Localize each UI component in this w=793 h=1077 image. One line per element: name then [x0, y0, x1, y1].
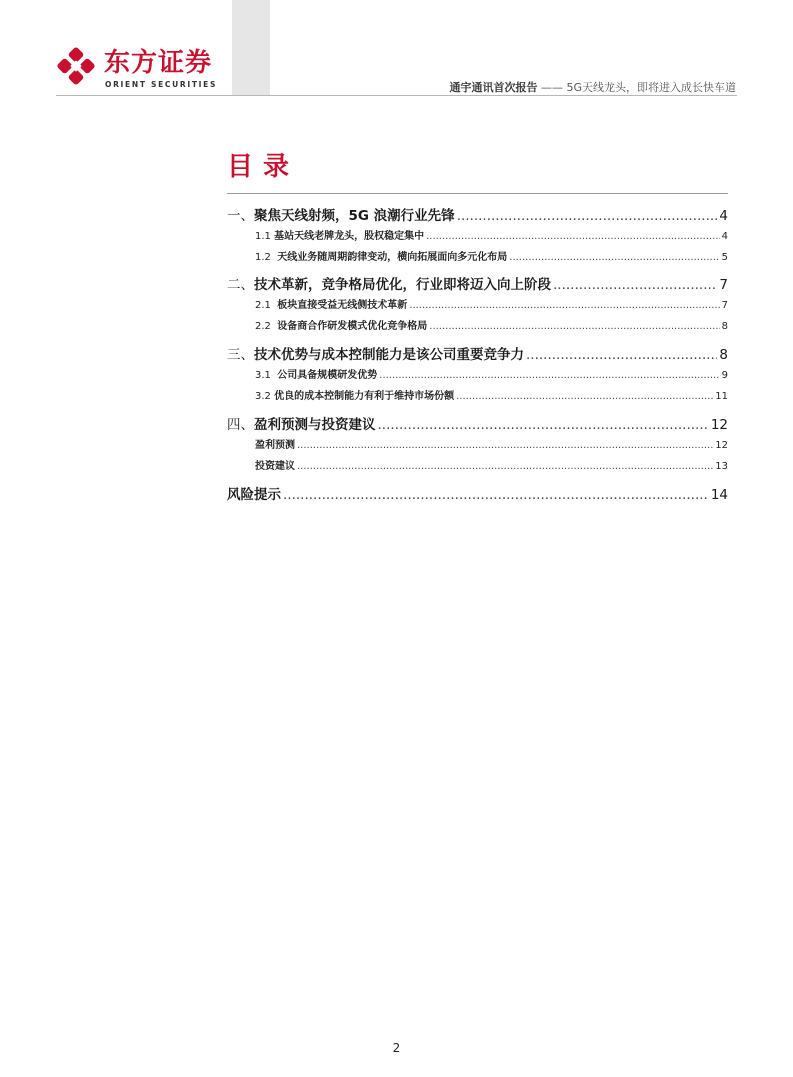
toc-entry-page: 4: [721, 231, 728, 242]
toc-entry-page: 7: [721, 300, 728, 311]
toc-entry-number: 2.1: [255, 300, 278, 311]
toc-entry-number: 1.2: [255, 252, 278, 263]
toc-entry-text: 风险提示: [227, 487, 281, 503]
toc-leader-dots: [457, 208, 718, 224]
header-gray-tab: [232, 0, 270, 95]
header-dash: ——: [537, 81, 567, 94]
toc-entry-number: 3.1: [255, 370, 278, 381]
toc-leader-dots: [553, 277, 717, 293]
toc-entry[interactable]: [227, 366, 728, 381]
toc-entry-number: 四、: [227, 417, 254, 433]
toc-entry[interactable]: [227, 483, 728, 503]
toc-leader-dots: [297, 461, 713, 472]
logo-english-name: ORIENT SECURITIES: [105, 80, 218, 89]
toc-leader-dots: [409, 300, 719, 311]
toc-entry-text: 板块直接受益无线侧技术革新: [277, 300, 408, 311]
toc-entry-text: 基站天线老牌龙头，股权稳定集中: [274, 231, 425, 242]
toc-leader-dots: [509, 252, 719, 263]
toc-entry-page: 7: [719, 277, 728, 293]
toc-entry-page: 12: [710, 417, 728, 433]
toc-entry-text: 盈利预测与投资建议: [254, 417, 376, 433]
toc-entry[interactable]: [227, 204, 728, 224]
toc-entry-text: 优良的成本控制能力有利于维持市场份额: [274, 391, 455, 402]
toc-leader-dots: [429, 321, 719, 332]
toc-entry-text: 天线业务随周期韵律变动，横向拓展面向多元化布局: [277, 252, 508, 263]
toc-entry[interactable]: [227, 457, 728, 472]
toc-entry[interactable]: [227, 248, 728, 263]
toc-leader-dots: [526, 347, 717, 363]
toc-entry[interactable]: [227, 227, 728, 242]
toc-leader-dots: [297, 440, 713, 451]
toc-entry-page: 12: [715, 440, 728, 451]
report-header-caption: [449, 79, 736, 95]
toc-entry[interactable]: [227, 436, 728, 451]
toc-entry-page: 13: [715, 461, 728, 472]
toc-entry-text: 设备商合作研发模式优化竞争格局: [277, 321, 428, 332]
toc-entry[interactable]: [227, 343, 728, 363]
toc-entry-page: 5: [721, 252, 728, 263]
header-rule: [56, 95, 737, 96]
toc-entry[interactable]: [227, 387, 728, 402]
toc-leader-dots: [378, 417, 709, 433]
toc-entry-text: 技术革新，竞争格局优化，行业即将迈入向上阶段: [254, 277, 551, 293]
toc-leader-dots: [426, 231, 720, 242]
toc-title: 目录: [227, 152, 300, 182]
toc-entry[interactable]: [227, 273, 728, 293]
toc-entry-text: 盈利预测: [255, 440, 295, 451]
toc-entry-page: 4: [719, 208, 728, 224]
toc-entry-text: 投资建议: [255, 461, 295, 472]
toc-entry-number: 1.1: [255, 231, 275, 242]
orient-logo-icon: [56, 46, 96, 86]
toc-entry-page: 14: [710, 487, 728, 503]
logo-chinese-name: 东方证券: [104, 48, 213, 78]
report-subtitle: 5G天线龙头，即将进入成长快车道: [566, 81, 736, 94]
toc-entry[interactable]: [227, 317, 728, 332]
toc-leader-dots: [456, 391, 713, 402]
toc-entry-number: 3.2: [255, 391, 275, 402]
toc-entry-page: 11: [715, 391, 728, 402]
toc-entry-number: 二、: [227, 277, 254, 293]
report-type: 通宇通讯首次报告: [449, 81, 538, 94]
toc-entry-text: 技术优势与成本控制能力是该公司重要竞争力: [254, 347, 524, 363]
toc-leader-dots: [379, 370, 719, 381]
page-number: 2: [392, 1041, 401, 1055]
toc-entry-number: 三、: [227, 347, 254, 363]
toc-title-rule: [227, 193, 728, 194]
toc-entry[interactable]: [227, 413, 728, 433]
toc-entry-number: 一、: [227, 208, 254, 224]
toc-leader-dots: [283, 487, 709, 503]
toc-entry-text: 聚焦天线射频，5G 浪潮行业先锋: [254, 208, 455, 224]
toc-entry-page: 8: [721, 321, 728, 332]
toc-entry-text: 公司具备规模研发优势: [277, 370, 378, 381]
toc-entry-page: 9: [721, 370, 728, 381]
toc-entry[interactable]: [227, 296, 728, 311]
toc-entry-page: 8: [719, 347, 728, 363]
toc-entry-number: 2.2: [255, 321, 278, 332]
